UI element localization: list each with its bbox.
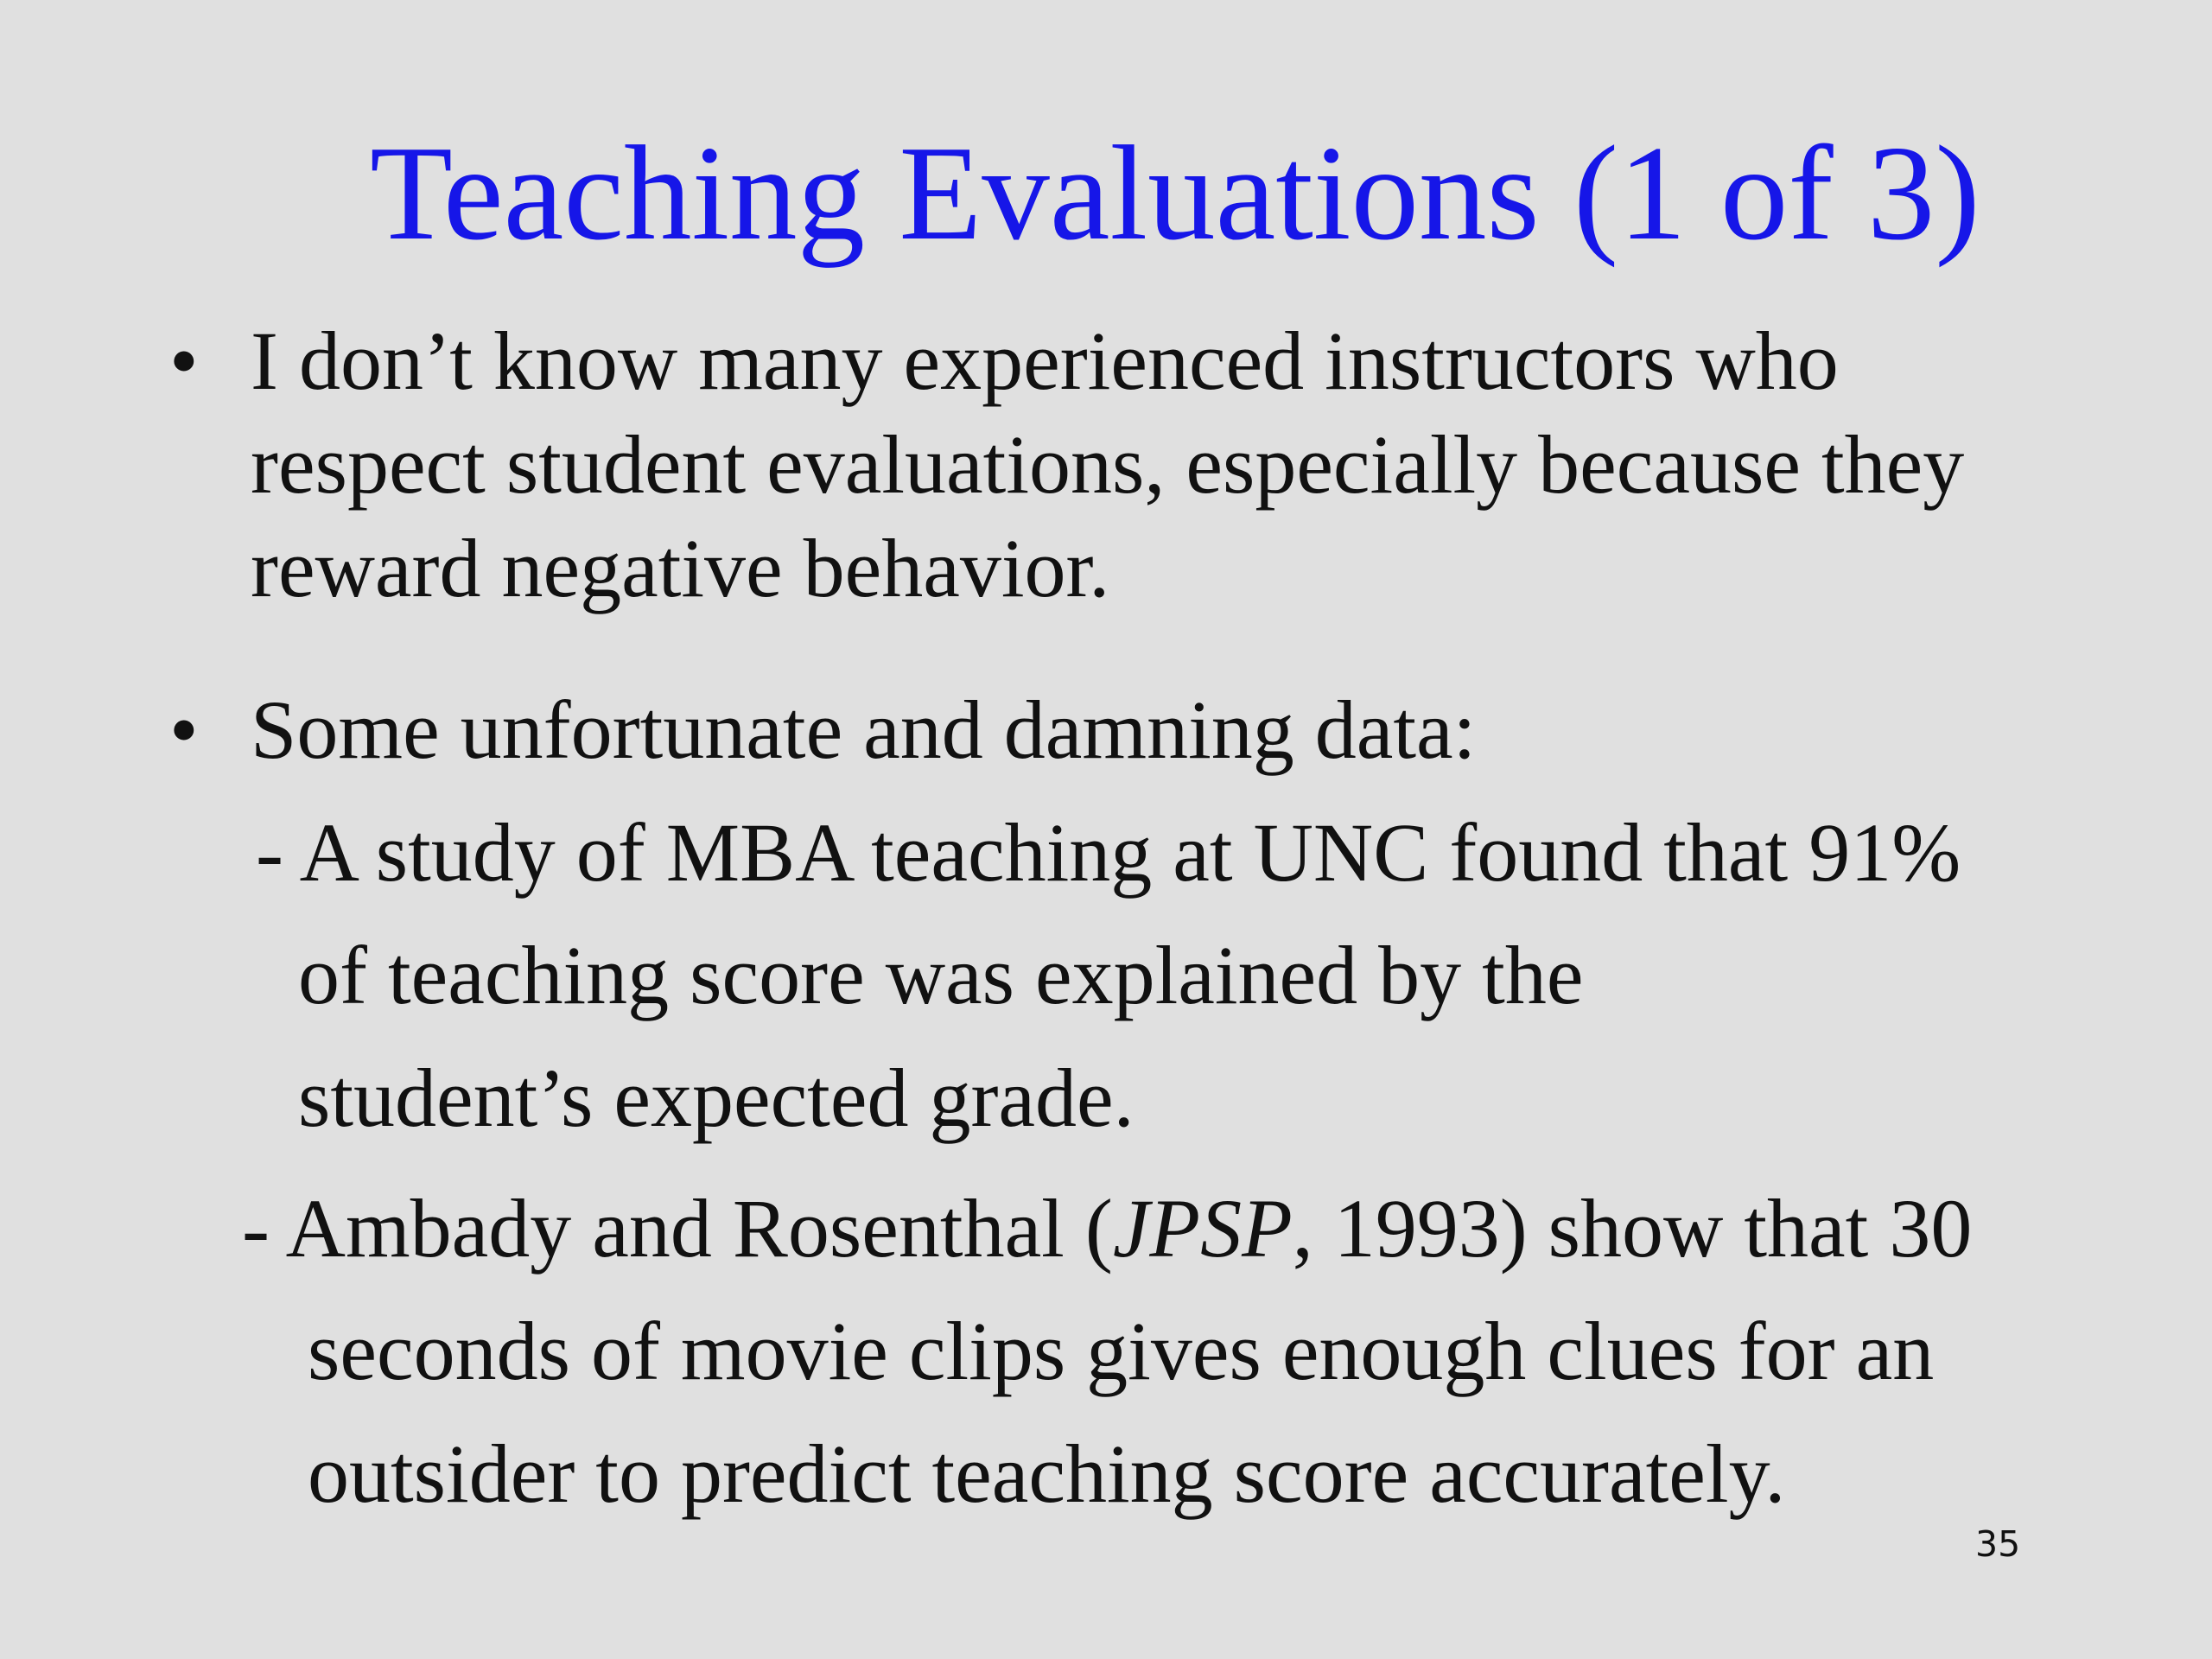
bullet1-line1: I don’t know many experienced instructors who: [251, 315, 1839, 407]
sub2-prefix: - Ambady and Rosenthal (: [242, 1182, 1113, 1274]
sub2-line1: [242, 1177, 1972, 1281]
slide-title: Teaching Evaluations (1 of 3): [370, 118, 1980, 268]
bullet2-text: Some unfortunate and damning data:: [251, 683, 1477, 776]
sub1-line1: - A study of MBA teaching at UNC found that 91%: [256, 806, 1961, 899]
bullet1-line2: respect student evaluations, especially because they: [251, 418, 1965, 511]
sub2-line3: outsider to predict teaching score accurately.: [308, 1427, 1786, 1520]
sub2-suffix: , 1993) show that 30: [1292, 1182, 1973, 1274]
page-number: 35: [1975, 1523, 2021, 1565]
sub1-line2: of teaching score was explained by the: [298, 929, 1584, 1021]
bullet-marker-2: •: [169, 683, 199, 776]
bullet1-line3: reward negative behavior.: [251, 522, 1110, 614]
sub1-line3: student’s expected grade.: [298, 1052, 1135, 1144]
bullet-marker-1: •: [169, 315, 199, 407]
sub2-line2: seconds of movie clips gives enough clues for an: [308, 1305, 1935, 1397]
sub2-journal: JPSP: [1112, 1182, 1293, 1274]
